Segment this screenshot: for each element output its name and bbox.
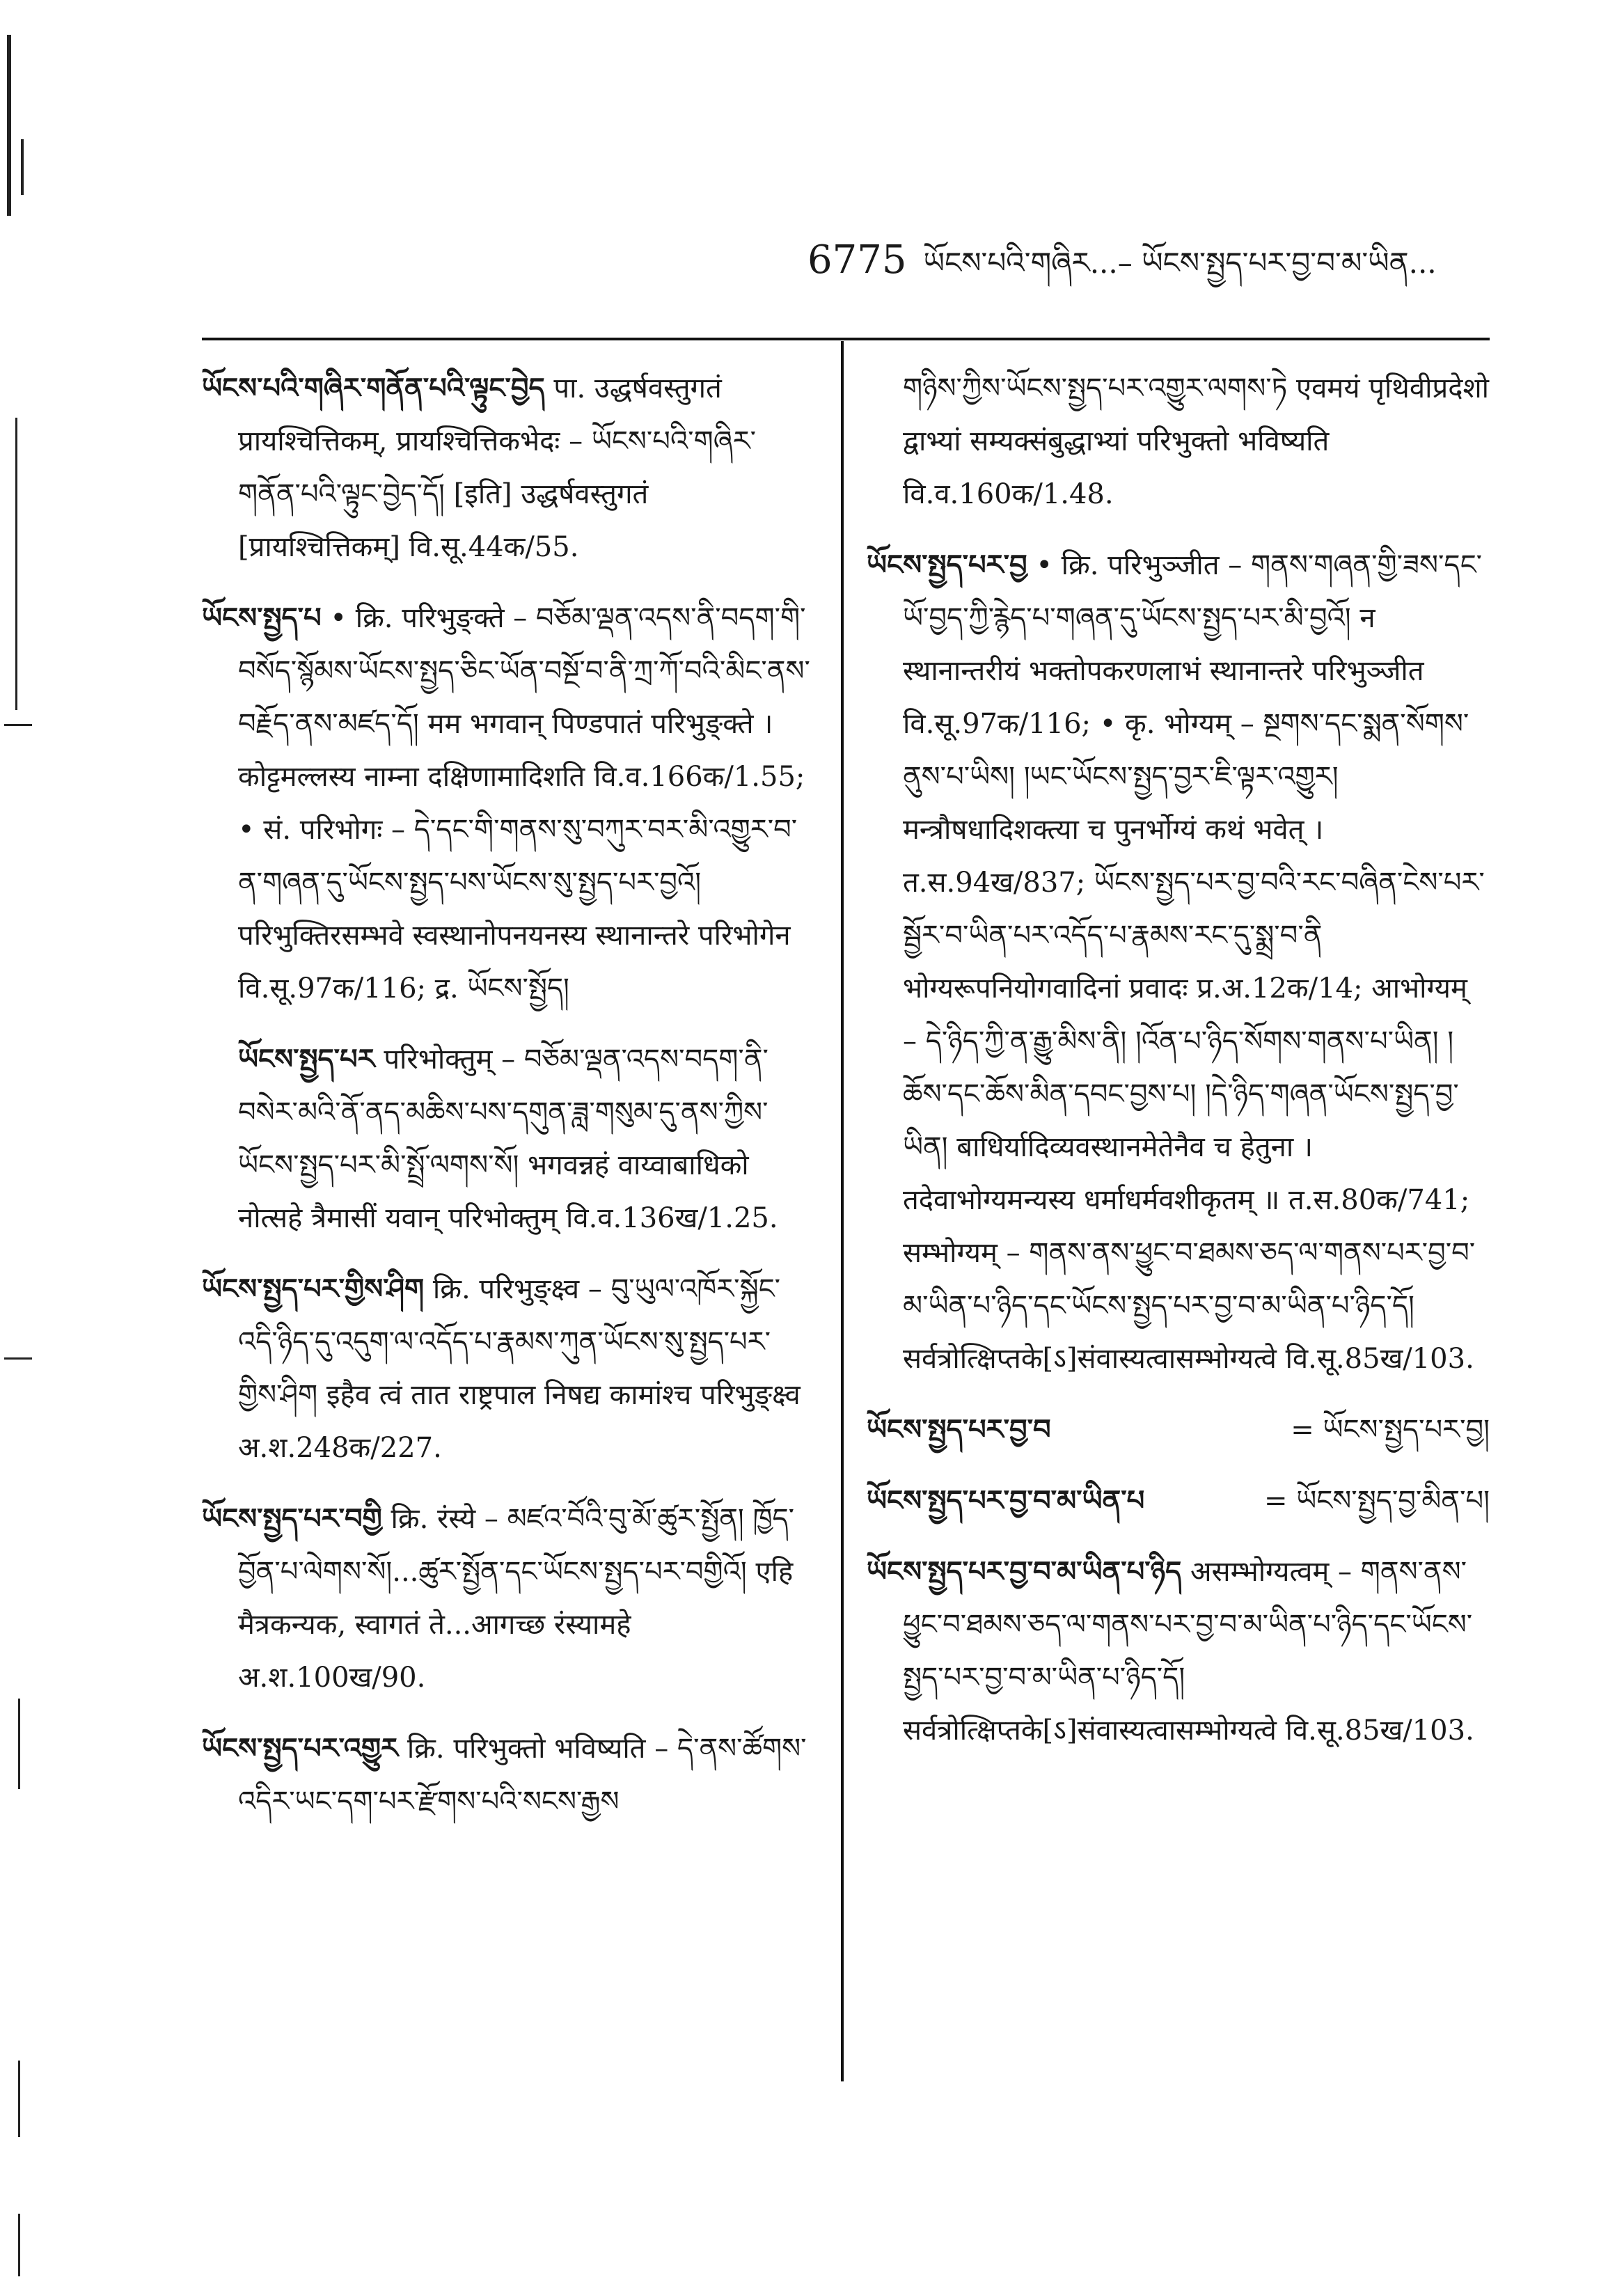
entry-equivalent: = ཡོངས་སྤྱད་བྱ་མིན་པ། xyxy=(1264,1485,1490,1517)
entry-headword: ཡོངས་སྤྱད་པར་འགྱུར xyxy=(202,1732,399,1765)
entry-body: पा. उद्धर्षवस्तुगतं प्रायश्चित्तिकम्, प्रायश्चित्तिकभेदः – ཡོངས་པའི་གཞིར་གནོན་པའི་ལྟུང་བྱེད་དོ། [इति] उद्धर्षवस्तुगतं [प्रायश्चित्तिकम्] वि.सू.44क/55. xyxy=(238,372,757,563)
entry-headword: ཡོངས་སྤྱད་པར་བགྱི xyxy=(202,1502,382,1535)
entry-body: • क्रि. परिभुङ्क्ते – བཅོམ་ལྡན་འདས་ནི་བདག་གི་བསོད་སྙོམས་ཡོངས་སྤྱད་ཅིང་ཡོན་བསྔོ་བ་ནི་ཀྲ་ཀོ་བའི་མིང་ནས་བརྗོད་ནས་མཛད་དོ། मम भगवान् पिण्डपातं परिभुङ्क्ते । कोट्टमल्लस्य नाम्ना दक्षिणामादिशति वि.व.166क/1.55; • सं. परिभोगः – དེ་དང་གི་གནས་སུ་བཀུར་བར་མི་འགྱུར་བ་ན་གཞན་དུ་ཡོངས་སྤྱད་པས་ཡོངས་སུ་སྤྱད་པར་བྱའོ། परिभुक्तिरसम्भवे स्वस्थानोपनयनस्य स्थानान्तरे परिभोगेन वि.सू.97क/116; द्र. ཡོངས་སྤྱོད། xyxy=(238,602,810,1005)
dictionary-entry xyxy=(867,1545,1490,1757)
entry-body: क्रि. परिभुक्तो भविष्यति – དེ་ནས་ཚོགས་འདིར་ཡང་དག་པར་རྫོགས་པའི་སངས་རྒྱས xyxy=(238,1733,807,1818)
dictionary-entry xyxy=(867,1403,1490,1456)
dictionary-entry xyxy=(202,1493,814,1704)
page-header xyxy=(807,230,1504,292)
page-number: 6775 xyxy=(807,237,907,283)
entry-headword: ཡོངས་སྤྱད་པར་གྱིས་ཤིག xyxy=(202,1273,425,1305)
column-divider xyxy=(841,341,844,2081)
header-rule xyxy=(202,338,1490,340)
entry-headword: ཡོངས་པའི་གཞིར་གནོན་པའི་ལྟུང་བྱེད xyxy=(202,372,545,404)
entry-headword: ཡོངས་སྤྱད་པར་བྱ xyxy=(867,549,1027,581)
entry-body: གཉིས་ཀྱིས་ཡོངས་སྤྱད་པར་འགྱུར་ལགས་ཏེ एवमयं पृथिवीप्रदेशो द्वाभ्यां सम्यक्संबुद्धाभ्यां परिभुक्तो भविष्यति वि.व.160क/1.48. xyxy=(903,372,1490,510)
dictionary-subentry xyxy=(202,1033,814,1245)
left-column xyxy=(202,362,814,1846)
dictionary-entry xyxy=(867,539,1490,1385)
dictionary-entry xyxy=(202,1263,814,1474)
entry-body: परिभोक्तुम् – བཅོམ་ལྡན་འདས་བདག་ནི་བསེར་མའི་ནོ་ནད་མཆིས་པས་དགུན་ཟླ་གསུམ་དུ་ནས་ཀྱིས་ཡོངས་སྤྱད་པར་མི་སྤྲོ་ལགས་སོ། भगवन्नहं वाय्वाबाधिको नोत्सहे त्रैमासीं यवान् परिभोक्तुम् वि.व.136ख/1.25. xyxy=(238,1043,778,1234)
entry-headword: ཡོངས་སྤྱད་པར་བྱ་བ་མ་ཡིན་པ xyxy=(867,1484,1145,1517)
entry-body: • क्रि. परिभुञ्जीत – གནས་གཞན་གྱི་ཟས་དང་ཡོ་བྱད་ཀྱི་རྙེད་པ་གཞན་དུ་ཡོངས་སྤྱད་པར་མི་བྱའོ། न स्थानान्तरीयं भक्तोपकरणलाभं स्थानान्तरे परिभुञ्जीत वि.सू.97क/116; • कृ. भोग्यम् – སྔགས་དང་སྨན་སོགས་ནུས་པ་ཡིས། །ཡང་ཡོངས་སྤྱད་བྱར་ཇི་ལྟར་འགྱུར། मन्त्रौषधादिशक्त्या च पुनर्भोग्यं कथं भवेत् । त.स.94ख/837; ཡོངས་སྤྱད་པར་བྱ་བའི་རང་བཞིན་ངེས་པར་སྦྱོར་བ་ཡིན་པར་འདོད་པ་རྣམས་རང་དུ་སྨྲ་བ་ནི भोग्यरूपनियोगवादिनां प्रवादः प्र.अ.12क/14; आभोग्यम् – དེ་ཉིད་ཀྱི་ན་རྒྱུ་མིས་ནི། །འོན་པ་ཉིད་སོགས་གནས་པ་ཡིན། །ཆོས་དང་ཆོས་མིན་དབང་བྱས་པ། །དེ་ཉིད་གཞན་ཡོངས་སྤྱད་བྱ་ཡིན། बाधिर्यादिव्यवस्थानमेतेनैव च हेतुना । तदेवाभोग्यमन्यस्य धर्माधर्मवशीकृतम् ॥ त.स.80क/741; सम्भोग्यम् – གནས་ནས་ཕྱུང་བ་ཐམས་ཅད་ལ་གནས་པར་བྱ་བ་མ་ཡིན་པ་ཉིད་དང་ཡོངས་སྤྱད་པར་བྱ་བ་མ་ཡིན་པ་ཉིད་དོ། सर्वत्रोत्क्षिप्तके[ऽ]संवास्यत्वासम्भोग्यत्वे वि.सू.85ख/103. xyxy=(903,549,1485,1375)
entry-headword: ཡོངས་སྤྱད་པ xyxy=(202,601,322,634)
running-head: ཡོངས་པའི་གཞིར...– ཡོངས་སྤྱད་པར་བྱ་བ་མ་ཡིན... xyxy=(923,246,1437,280)
entry-body: क्रि. परिभुङ्क्ष्व – བུ་ཡུལ་འཁོར་སྐྱོང་འདི་ཉིད་དུ་འདུག་ལ་འདོད་པ་རྣམས་ཀུན་ཡོངས་སུ་སྤྱད་པར་གྱིས་ཤིག इहैव त्वं तात राष्ट्रपाल निषद्य कामांश्च परिभुङ्क्ष्व अ.श.248क/227. xyxy=(238,1273,801,1464)
entry-headword: ཡོངས་སྤྱད་པར་བྱ་བ་མ་ཡིན་པ་ཉིད xyxy=(867,1555,1182,1588)
right-column xyxy=(867,362,1490,1775)
scan-edge-marks xyxy=(0,0,42,2284)
dictionary-entry xyxy=(202,592,814,1015)
dictionary-entry xyxy=(202,1722,814,1828)
entry-headword: ཡོངས་སྤྱད་པར xyxy=(238,1043,375,1076)
entry-equivalent: = ཡོངས་སྤྱད་པར་བྱ། xyxy=(1291,1414,1490,1446)
entry-body: क्रि. रंस्ये – མཛའ་བོའི་བུ་མོ་ཚུར་སྤྱོན། ཁྱོད་བྱོན་པ་ལེགས་སོ།...ཚུར་སྤྱོན་དང་ཡོངས་སྤྱད་པར་བགྱིའོ། एहि मैत्रकन्यक, स्वागतं ते...आगच्छ रंस्यामहे अ.श.100ख/90. xyxy=(238,1503,795,1694)
dictionary-entry xyxy=(867,1474,1490,1527)
dictionary-continuation xyxy=(867,362,1490,521)
entry-body: असम्भोग्यत्वम् – གནས་ནས་ཕྱུང་བ་ཐམས་ཅད་ལ་གནས་པར་བྱ་བ་མ་ཡིན་པ་ཉིད་དང་ཡོངས་སྤྱད་པར་བྱ་བ་མ་ཡིན་པ་ཉིད་དོ། सर्वत्रोत्क्षिप्तके[ऽ]संवास्यत्वासम्भोग्यत्वे वि.सू.85ख/103. xyxy=(903,1556,1474,1747)
entry-headword: ཡོངས་སྤྱད་པར་བྱ་བ xyxy=(867,1413,1051,1446)
dictionary-entry xyxy=(202,362,814,574)
